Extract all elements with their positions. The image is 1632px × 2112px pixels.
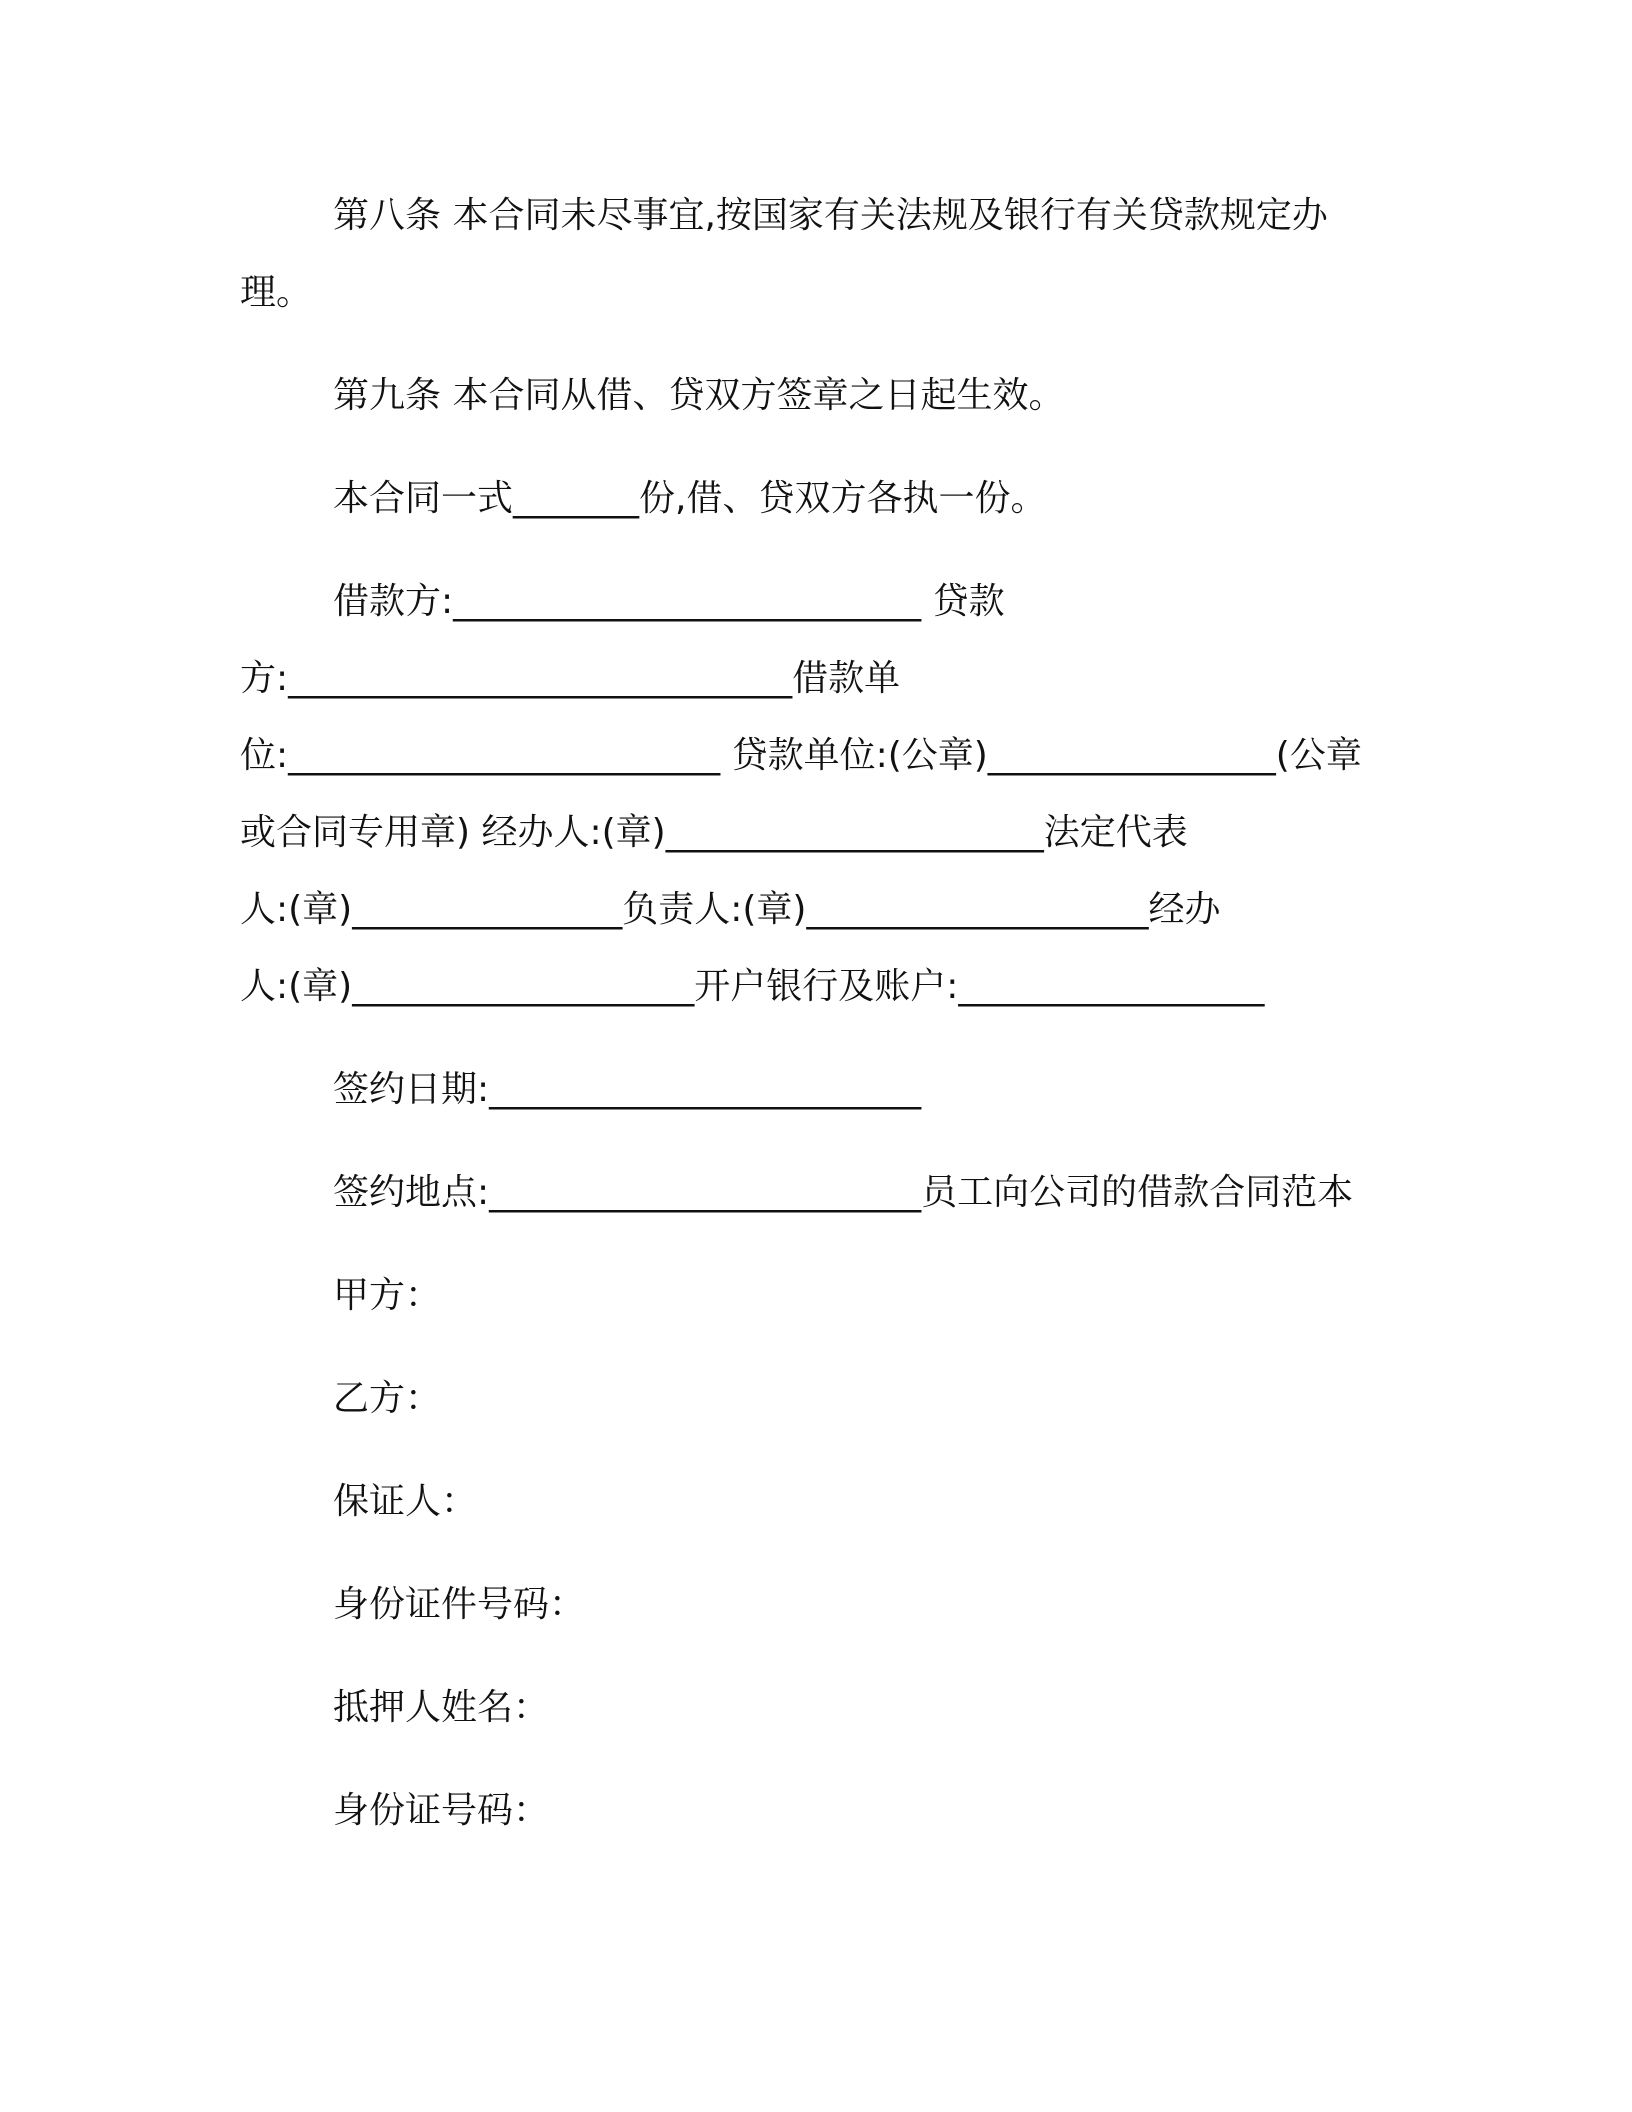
signature-block-line-6: 人:(章)___________________开户银行及账户:_________________ xyxy=(240,966,1265,1007)
mortgagor-name-label: 抵押人姓名： xyxy=(333,1687,550,1728)
copies-clause-paragraph xyxy=(240,460,1632,537)
signature-block-line-3: 位:________________________ 贷款单位:(公章)________________(公章 xyxy=(240,735,1362,776)
article-9-paragraph xyxy=(240,357,1632,434)
id-card-number-paragraph xyxy=(240,1772,1632,1849)
article-8-paragraph xyxy=(240,177,1632,331)
signature-block-paragraph xyxy=(240,563,1632,1025)
copies-clause-line: 本合同一式_______份,借、贷双方各执一份。 xyxy=(333,478,1047,519)
party-a-paragraph xyxy=(240,1257,1632,1334)
article-9-line: 第九条 本合同从借、贷双方签章之日起生效。 xyxy=(333,375,1065,416)
signature-block-line-5: 人:(章)_______________负责人:(章)___________________经办 xyxy=(240,889,1221,930)
party-b-label: 乙方： xyxy=(333,1378,442,1419)
article-8-line-2: 理。 xyxy=(240,272,313,313)
signature-block-line-4: 或合同专用章) 经办人:(章)_____________________法定代表 xyxy=(240,812,1188,853)
signing-date-line: 签约日期:________________________ xyxy=(333,1069,922,1110)
id-document-number-label: 身份证件号码： xyxy=(333,1584,586,1625)
signature-block-line-1: 借款方:__________________________ 贷款 xyxy=(333,581,1005,622)
signing-place-line: 签约地点:________________________员工向公司的借款合同范本 xyxy=(333,1172,1354,1213)
id-document-number-paragraph xyxy=(240,1566,1632,1643)
signing-date-paragraph xyxy=(240,1051,1632,1128)
signature-block-line-2: 方:____________________________借款单 xyxy=(240,658,901,699)
mortgagor-name-paragraph xyxy=(240,1669,1632,1746)
guarantor-paragraph xyxy=(240,1463,1632,1540)
party-a-label: 甲方： xyxy=(333,1275,442,1316)
id-card-number-label: 身份证号码： xyxy=(333,1790,550,1831)
article-8-line-1: 第八条 本合同未尽事宜,按国家有关法规及银行有关贷款规定办 xyxy=(333,195,1328,236)
party-b-paragraph xyxy=(240,1360,1632,1437)
guarantor-label: 保证人： xyxy=(333,1481,478,1522)
signing-place-paragraph xyxy=(240,1154,1632,1231)
